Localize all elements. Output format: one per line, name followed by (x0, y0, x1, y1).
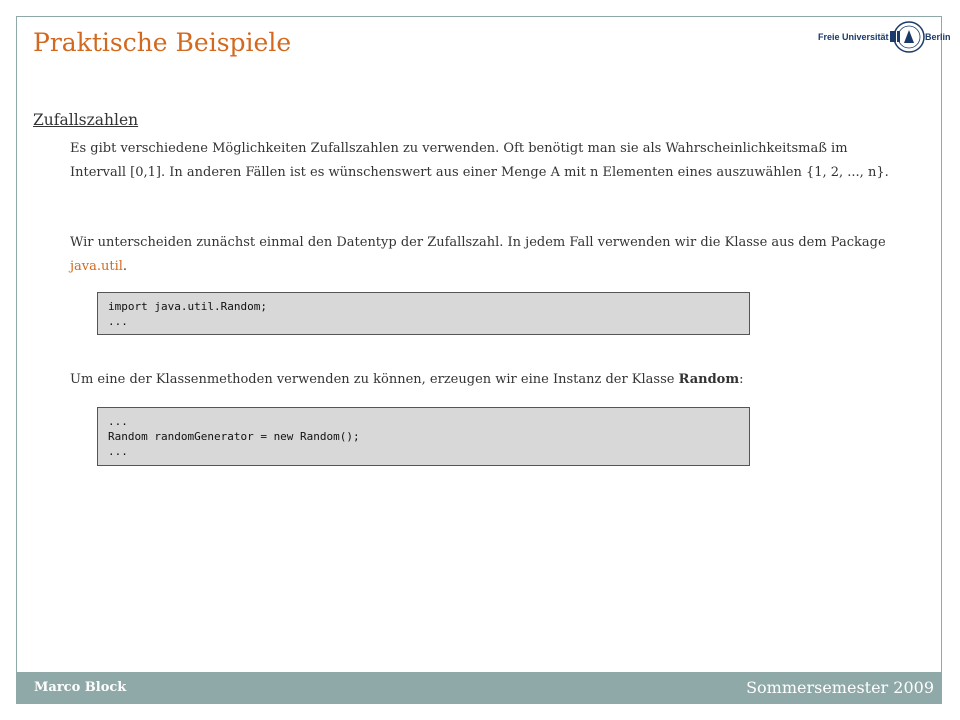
paragraph-datatype-text: Wir unterscheiden zunächst einmal den Datentyp der Zufallszahl. In jedem Fall verwenden wir die Klasse aus dem Package (70, 235, 886, 250)
paragraph-datatype: Wir unterscheiden zunächst einmal den Datentyp der Zufallszahl. In jedem Fall verwenden wir die Klasse aus dem Package java.util. (70, 235, 886, 274)
code-block-instance: ... Random randomGenerator = new Random(); ... (97, 407, 750, 466)
paragraph-instance-text: Um eine der Klassenmethoden verwenden zu können, erzeugen wir eine Instanz der Klasse (70, 372, 679, 387)
logo-text-1: Freie Universität (818, 32, 889, 42)
paragraph-instance: Um eine der Klassenmethoden verwenden zu können, erzeugen wir eine Instanz der Klasse Random: (70, 372, 744, 387)
slide-title: Praktische Beispiele (33, 28, 292, 57)
university-logo (818, 18, 951, 56)
class-name-random: Random (678, 372, 740, 387)
footer-author: Marco Block (34, 680, 127, 695)
paragraph-intro: Es gibt verschiedene Möglichkeiten Zufallszahlen zu verwenden. Oft benötigt man sie als Wahrscheinlichkeitsmaß im Intervall [0,1]. In anderen Fällen ist es wünschenswert aus einer Menge A mit n Elementen eines auszuwählen {1, 2, ..., n}. (70, 141, 889, 180)
slide-frame (16, 16, 942, 704)
package-link: java.util (70, 259, 123, 274)
section-heading: Zufallszahlen (33, 111, 139, 129)
code-block-import: import java.util.Random; ... (97, 292, 750, 335)
footer-semester: Sommersemester 2009 (746, 678, 934, 697)
logo-text-2: Berlin (925, 32, 951, 42)
footer-bar (17, 672, 942, 704)
